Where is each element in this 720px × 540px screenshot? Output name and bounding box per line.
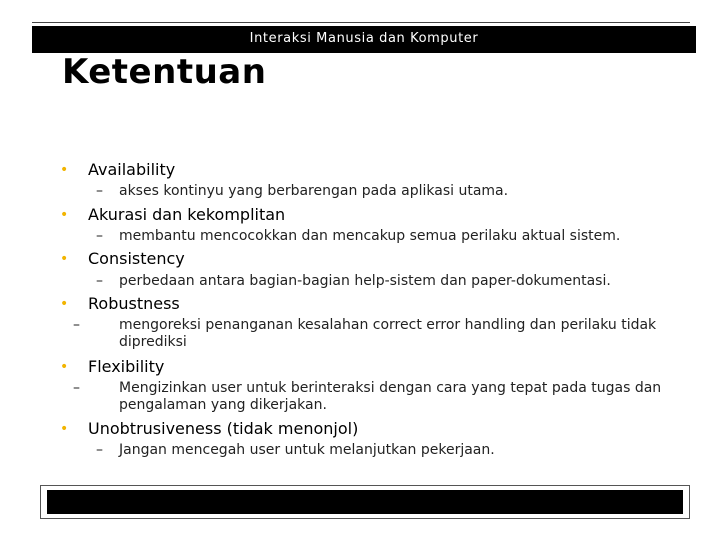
item-label-availability: Availability [88, 160, 176, 179]
sub-item-consistency: – perbedaan antara bagian-bagian help-sistem dan paper-dokumentasi. [96, 273, 611, 289]
item-label-robustness: Robustness [88, 294, 180, 313]
bullet-icon: • [60, 251, 69, 267]
slide-title: Ketentuan [62, 52, 267, 92]
bullet-icon: • [60, 296, 69, 312]
sub-item-akurasi: – membantu mencocokkan dan mencakup semua perilaku aktual sistem. [96, 228, 621, 244]
dash-icon: – [73, 317, 80, 333]
header-bar [32, 26, 696, 53]
sub-item-flexibility: – Mengizinkan user untuk berinteraksi dengan cara yang tepat pada tugas dan pengalaman yang dikerjakan. [73, 380, 662, 413]
sub-item-robustness: – mengoreksi penanganan kesalahan correct error handling dan perilaku tidak diprediksi [73, 317, 657, 350]
course-title: Interaksi Manusia dan Komputer [249, 31, 479, 46]
dash-icon: – [96, 228, 103, 244]
dash-icon: – [73, 380, 80, 396]
item-label-consistency: Consistency [88, 249, 185, 268]
item-label-unobtrusiveness: Unobtrusiveness (tidak menonjol) [88, 419, 359, 438]
dash-icon: – [96, 273, 103, 289]
top-divider [32, 22, 690, 23]
footer-inner [47, 490, 683, 514]
bullet-icon: • [60, 207, 69, 223]
sub-item-unobtrusiveness: – Jangan mencegah user untuk melanjutkan pekerjaan. [96, 442, 495, 458]
bullet-icon: • [60, 359, 69, 375]
footer-bar [40, 485, 690, 519]
item-label-flexibility: Flexibility [88, 357, 165, 376]
sub-item-availability: – akses kontinyu yang berbarengan pada aplikasi utama. [96, 183, 509, 199]
dash-icon: – [96, 442, 103, 458]
bullet-icon: • [60, 162, 69, 178]
item-label-akurasi: Akurasi dan kekomplitan [88, 205, 286, 224]
bullet-icon: • [60, 421, 69, 437]
dash-icon: – [96, 183, 103, 199]
